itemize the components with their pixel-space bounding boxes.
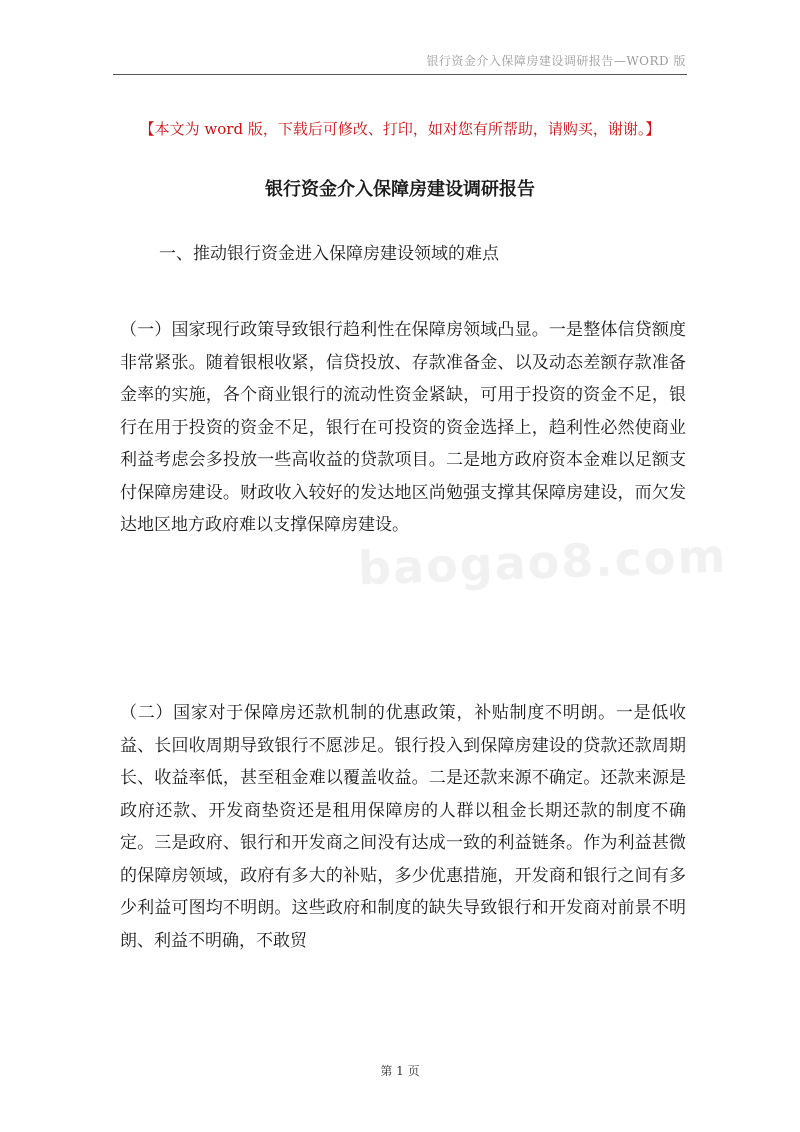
running-header: 银行资金介入保障房建设调研报告—WORD 版 [426, 54, 686, 68]
header-divider [113, 74, 687, 75]
download-notice: 【本文为 word 版，下载后可修改、打印，如对您有所帮助，请购买，谢谢。】 [139, 120, 661, 138]
paragraph-2: （二）国家对于保障房还款机制的优惠政策，补贴制度不明朗。一是低收益、长回收周期导致银行不愿涉足。银行投入到保障房建设的贷款还款周期长、收益率低，甚至租金难以覆盖收益。二是还款来源不确定。还款来源是政府还款、开发商垫资还是租用保障房的人群以租金长期还款的制度不确定。三是政府、银行和开发商之间没有达成一致的利益链条。作为利益甚微的保障房领域，政府有多大的补贴，多少优惠措施，开发商和银行之间有多少利益可图均不明朗。这些政府和制度的缺失导致银行和开发商对前景不明朗、利益不明确，不敢贸 [120, 703, 686, 951]
watermark: baogao8.com [357, 528, 729, 596]
page-number: 第 1 页 [380, 1064, 420, 1078]
document-title: 银行资金介入保障房建设调研报告 [265, 179, 535, 200]
paragraph-1: （一）国家现行政策导致银行趋利性在保障房领域凸显。一是整体信贷额度非常紧张。随着银根收紧，信贷投放、存款准备金、以及动态差额存款准备金率的实施，各个商业银行的流动性资金紧缺，可用于投资的资金不足，银行在用于投资的资金不足，银行在可投资的资金选择上，趋利性必然使商业利益考虑会多投放一些高收益的贷款项目。二是地方政府资本金难以足额支付保障房建设。财政收入较好的发达地区尚勉强支撑其保障房建设，而欠发达地区地方政府难以支撑保障房建设。 [120, 320, 686, 535]
section-heading: 一、推动银行资金进入保障房建设领域的难点 [159, 244, 499, 264]
